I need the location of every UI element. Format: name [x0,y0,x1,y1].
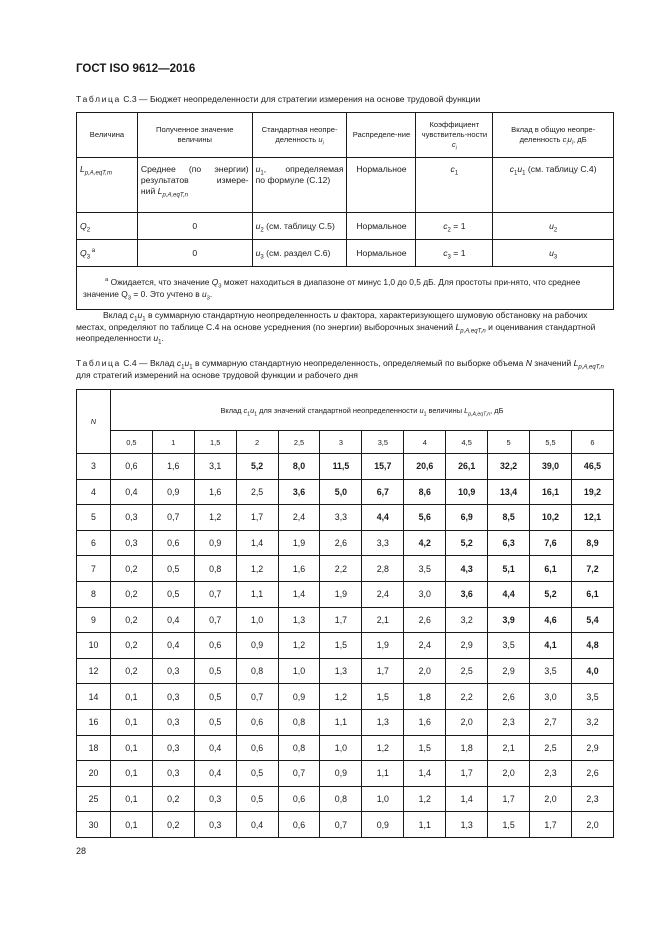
table-cell: 7,6 [530,530,572,556]
table-c3 [76,112,614,310]
table-cell: 7,2 [571,556,613,582]
table-cell: 1,1 [362,761,404,787]
row-n-value: 8 [77,581,111,607]
table-cell: 2,9 [446,633,488,659]
table-cell: 3,6 [446,581,488,607]
table-cell: 0,5 [194,684,236,710]
table-cell: 0,3 [152,709,194,735]
table-row [77,684,614,710]
table-cell: 0,6 [152,530,194,556]
table-cell: 8,9 [571,530,613,556]
table-cell: 5,0 [320,479,362,505]
table-cell: 20,6 [404,454,446,480]
table-cell: 0,9 [320,761,362,787]
table-cell: 1,7 [236,505,278,531]
table-cell: 0,3 [152,658,194,684]
table-cell: 1,6 [194,479,236,505]
table-cell: 1,2 [194,505,236,531]
table-cell: 3,5 [571,684,613,710]
table-cell: 2,7 [530,709,572,735]
table-row [77,633,614,659]
table-cell: 1,4 [446,786,488,812]
table-cell: 0,9 [362,812,404,838]
table-cell: 1,0 [362,786,404,812]
table-cell: 0,2 [110,607,152,633]
table-cell: 0,9 [236,633,278,659]
table-cell: 2,9 [571,735,613,761]
table-cell: 2,1 [488,735,530,761]
table-row [77,607,614,633]
table-cell: 2,9 [488,658,530,684]
table-row [77,479,614,505]
table-cell: 0,7 [278,761,320,787]
row-n-value: 20 [77,761,111,787]
row-n-value: 14 [77,684,111,710]
table-cell: 13,4 [488,479,530,505]
table-cell: 3,5 [488,633,530,659]
table-cell: 5,2 [530,581,572,607]
u-value-header: 1 [152,431,194,454]
cell-value: 0 [137,240,252,267]
header-std-unc: Стандартная неопре-деленность $u_i$ [252,113,347,158]
table-cell: 0,9 [194,530,236,556]
table-cell: 0,6 [194,633,236,659]
row-n-value: 7 [77,556,111,582]
table-cell: 3,0 [404,581,446,607]
table-cell: 1,3 [320,658,362,684]
table-cell: 39,0 [530,454,572,480]
table-cell: 2,0 [530,786,572,812]
cell-contribution: $c_1u_1$ (см. таблицу С.4) [493,158,614,213]
table-cell: 0,2 [110,633,152,659]
header-coefficient: Коэффициент чувствитель-ности $c_i$ [416,113,493,158]
cell-coefficient: $c_1$ [416,158,493,213]
table-c3-row-lpaeqtm [77,158,614,213]
table-cell: 1,2 [404,786,446,812]
table-cell: 1,0 [236,607,278,633]
table-cell: 32,2 [488,454,530,480]
table-cell: 0,8 [320,786,362,812]
table-cell: 0,9 [278,684,320,710]
table-row [77,454,614,480]
table-c4-u-values-row [77,431,614,454]
row-n-value: 5 [77,505,111,531]
table-cell: 1,9 [278,530,320,556]
table-row [77,505,614,531]
table-c3-header-row [77,113,614,158]
table-cell: 0,6 [236,709,278,735]
row-n-value: 9 [77,607,111,633]
table-cell: 0,5 [236,761,278,787]
u-value-header: 5 [488,431,530,454]
table-cell: 0,7 [320,812,362,838]
table-cell: 1,1 [404,812,446,838]
u-value-header: 3 [320,431,362,454]
table-cell: 0,1 [110,709,152,735]
table-cell: 2,4 [278,505,320,531]
table-cell: 4,6 [530,607,572,633]
table-cell: 0,8 [236,658,278,684]
table-c3-footnote: $^а$ Ожидается, что значение $Q_3$ может находиться в диапазоне от минус 1,0 до 0,5 дБ. Для простоты при-нято, что среднее значение $Q_3 = 0$. Это учтено в $u_3$. [77,267,614,310]
table-cell: 10,9 [446,479,488,505]
table-cell: 3,5 [404,556,446,582]
table-cell: 3,2 [446,607,488,633]
table-cell: 0,6 [278,786,320,812]
table-cell: 0,1 [110,761,152,787]
table-cell: 2,3 [488,709,530,735]
row-n-value: 25 [77,786,111,812]
table-cell: 2,8 [362,556,404,582]
table-cell: 1,0 [320,735,362,761]
table-cell: 1,2 [236,556,278,582]
table-cell: 0,1 [110,684,152,710]
table-cell: 1,2 [320,684,362,710]
table-cell: 1,6 [404,709,446,735]
cell-value: 0 [137,213,252,240]
table-cell: 2,0 [446,709,488,735]
cell-distribution: Нормальное [347,158,416,213]
table-cell: 2,0 [571,812,613,838]
table-c3-row-q3 [77,240,614,267]
table-c3-caption-text: С.3 — Бюджет неопределенности для стратегии измерения на основе трудовой функции [123,94,481,104]
table-cell: 0,3 [194,786,236,812]
table-cell: 0,5 [194,658,236,684]
table-cell: 1,8 [404,684,446,710]
table-cell: 2,5 [236,479,278,505]
row-n-value: 10 [77,633,111,659]
table-cell: 0,4 [152,607,194,633]
table-cell: 1,0 [278,658,320,684]
row-n-value: 4 [77,479,111,505]
row-n-value: 12 [77,658,111,684]
u-value-header: 4,5 [446,431,488,454]
table-cell: 3,2 [571,709,613,735]
table-cell: 1,9 [320,581,362,607]
table-cell: 2,1 [362,607,404,633]
table-cell: 0,2 [110,658,152,684]
table-cell: 2,4 [404,633,446,659]
table-cell: 1,2 [362,735,404,761]
table-cell: 2,0 [488,761,530,787]
u-value-header: 2,5 [278,431,320,454]
cell-contribution: $u_2$ [493,213,614,240]
table-cell: 46,5 [571,454,613,480]
table-cell: 0,7 [194,607,236,633]
table-cell: 0,4 [236,812,278,838]
cell-std-unc: $u_3$ (см. раздел С.6) [252,240,347,267]
table-c4-caption: Таблица С.4 — Вклад $c_1u_1$ в суммарную стандартную неопределенность, определяемый по выборке объема N значений $L_{p,A,eqT,n}$ для стратегий измерений на основе трудовой функции и рабочего дня [76,358,604,380]
table-cell: 2,2 [320,556,362,582]
u-value-header: 4 [404,431,446,454]
table-cell: 8,6 [404,479,446,505]
table-cell: 2,6 [404,607,446,633]
table-cell: 0,6 [236,735,278,761]
table-cell: 3,3 [320,505,362,531]
cell-quantity: $L_{p,A,eqT,m}$ [77,158,138,213]
table-cell: 4,8 [571,633,613,659]
table-cell: 1,5 [488,812,530,838]
header-n: N [77,390,111,454]
table-cell: 0,1 [110,735,152,761]
cell-coefficient: $c_3 = 1$ [416,240,493,267]
table-row [77,658,614,684]
table-cell: 1,7 [320,607,362,633]
cell-distribution: Нормальное [347,213,416,240]
cell-std-unc: $u_1$, определяемая по формуле (С.12) [252,158,347,213]
table-cell: 1,9 [362,633,404,659]
table-cell: 6,7 [362,479,404,505]
table-row [77,581,614,607]
table-cell: 0,4 [194,761,236,787]
table-cell: 0,1 [110,812,152,838]
cell-value: Среднее (по энергии) результатов измере- ний $L_{p,A,eqT,n}$ [137,158,252,213]
table-cell: 11,5 [320,454,362,480]
table-c3-caption-word: Таблица [76,94,121,104]
table-cell: 12,1 [571,505,613,531]
table-cell: 5,2 [446,530,488,556]
table-row [77,530,614,556]
table-cell: 1,1 [320,709,362,735]
table-cell: 4,4 [488,581,530,607]
table-c4-header-row [77,390,614,431]
table-cell: 1,5 [320,633,362,659]
document-header: ГОСТ ISO 9612—2016 [76,63,196,75]
table-cell: 4,2 [404,530,446,556]
table-cell: 0,3 [152,684,194,710]
table-cell: 1,3 [362,709,404,735]
table-cell: 15,7 [362,454,404,480]
table-cell: 4,1 [530,633,572,659]
body-paragraph: Вклад $c_1u_1$ в суммарную стандартную неопределенность u фактора, характеризующего шумовую обстановку на рабочих местах, определяют по таблице С.4 на основе усреднения (по энергии) выборочных значений $L_{p,A,eqT,n}$ и оценивания стандартной неопределенности $u_1$. [76,310,596,346]
table-cell: 0,7 [152,505,194,531]
table-cell: 3,9 [488,607,530,633]
cell-quantity: $Q_2$ [77,213,138,240]
u-value-header: 6 [571,431,613,454]
table-cell: 1,7 [362,658,404,684]
table-cell: 2,6 [320,530,362,556]
table-cell: 1,7 [530,812,572,838]
table-cell: 2,2 [446,684,488,710]
table-cell: 2,3 [571,786,613,812]
table-cell: 0,9 [152,479,194,505]
table-row [77,735,614,761]
table-cell: 8,0 [278,454,320,480]
row-n-value: 30 [77,812,111,838]
table-cell: 1,8 [446,735,488,761]
table-cell: 3,1 [194,454,236,480]
table-cell: 19,2 [571,479,613,505]
header-value: Полученное значение величины [137,113,252,158]
table-cell: 0,7 [194,581,236,607]
table-cell: 0,3 [110,505,152,531]
table-cell: 3,0 [530,684,572,710]
table-row [77,812,614,838]
table-cell: 1,2 [278,633,320,659]
table-cell: 0,2 [110,556,152,582]
table-cell: 3,3 [362,530,404,556]
table-cell: 0,5 [152,581,194,607]
table-c4 [76,389,614,838]
table-cell: 0,8 [278,709,320,735]
table-row [77,709,614,735]
cell-coefficient: $c_2 = 1$ [416,213,493,240]
table-cell: 0,8 [278,735,320,761]
table-cell: 0,2 [152,786,194,812]
header-distribution: Распределе-ние [347,113,416,158]
table-cell: 2,6 [571,761,613,787]
table-cell: 0,5 [194,709,236,735]
table-cell: 6,1 [530,556,572,582]
table-c3-footnote-row [77,267,614,310]
table-cell: 3,6 [278,479,320,505]
table-cell: 0,3 [152,761,194,787]
table-row [77,556,614,582]
page-number: 28 [76,846,87,856]
table-cell: 4,4 [362,505,404,531]
table-cell: 1,4 [278,581,320,607]
row-n-value: 3 [77,454,111,480]
table-cell: 0,3 [194,812,236,838]
header-contribution: Вклад в общую неопре-деленность $c_iu_i$, дБ [493,113,614,158]
table-cell: 2,4 [362,581,404,607]
table-cell: 0,4 [110,479,152,505]
header-quantity: Величина [77,113,138,158]
table-cell: 0,6 [278,812,320,838]
cell-contribution: $u_3$ [493,240,614,267]
table-cell: 0,2 [152,812,194,838]
table-cell: 0,8 [194,556,236,582]
row-n-value: 18 [77,735,111,761]
table-cell: 1,5 [362,684,404,710]
table-cell: 2,6 [488,684,530,710]
table-cell: 0,5 [152,556,194,582]
cell-quantity: $Q_3$ $^а$ [77,240,138,267]
table-cell: 1,7 [446,761,488,787]
table-cell: 26,1 [446,454,488,480]
table-cell: 1,3 [278,607,320,633]
table-cell: 4,3 [446,556,488,582]
table-cell: 0,3 [110,530,152,556]
table-cell: 6,9 [446,505,488,531]
table-row [77,761,614,787]
table-cell: 5,2 [236,454,278,480]
table-cell: 0,7 [236,684,278,710]
table-cell: 1,4 [404,761,446,787]
table-cell: 1,1 [236,581,278,607]
table-cell: 6,1 [571,581,613,607]
table-cell: 0,5 [236,786,278,812]
table-cell: 16,1 [530,479,572,505]
table-cell: 0,6 [110,454,152,480]
table-cell: 5,1 [488,556,530,582]
u-value-header: 3,5 [362,431,404,454]
table-cell: 1,5 [404,735,446,761]
cell-distribution: Нормальное [347,240,416,267]
table-c3-row-q2 [77,213,614,240]
table-cell: 5,4 [571,607,613,633]
u-value-header: 1,5 [194,431,236,454]
row-n-value: 6 [77,530,111,556]
table-cell: 2,5 [446,658,488,684]
u-value-header: 5,5 [530,431,572,454]
table-cell: 1,4 [236,530,278,556]
table-cell: 4,0 [571,658,613,684]
header-contribution-span: Вклад $c_1u_1$ для значений стандартной неопределенности $u_1$ величины $L_{p,A,eqT,n}$, дБ [110,390,613,431]
table-row [77,786,614,812]
table-cell: 2,0 [404,658,446,684]
table-cell: 3,5 [530,658,572,684]
table-cell: 6,3 [488,530,530,556]
table-cell: 1,6 [278,556,320,582]
table-cell: 1,6 [152,454,194,480]
u-value-header: 2 [236,431,278,454]
cell-std-unc: $u_2$ (см. таблицу С.5) [252,213,347,240]
table-cell: 2,5 [530,735,572,761]
table-cell: 1,7 [488,786,530,812]
table-cell: 10,2 [530,505,572,531]
table-cell: 5,6 [404,505,446,531]
table-cell: 0,2 [110,581,152,607]
u-value-header: 0,5 [110,431,152,454]
table-cell: 8,5 [488,505,530,531]
row-n-value: 16 [77,709,111,735]
table-cell: 2,3 [530,761,572,787]
table-cell: 0,4 [152,633,194,659]
table-cell: 0,3 [152,735,194,761]
table-cell: 0,1 [110,786,152,812]
table-cell: 1,3 [446,812,488,838]
table-cell: 0,4 [194,735,236,761]
table-c3-caption [76,93,616,105]
